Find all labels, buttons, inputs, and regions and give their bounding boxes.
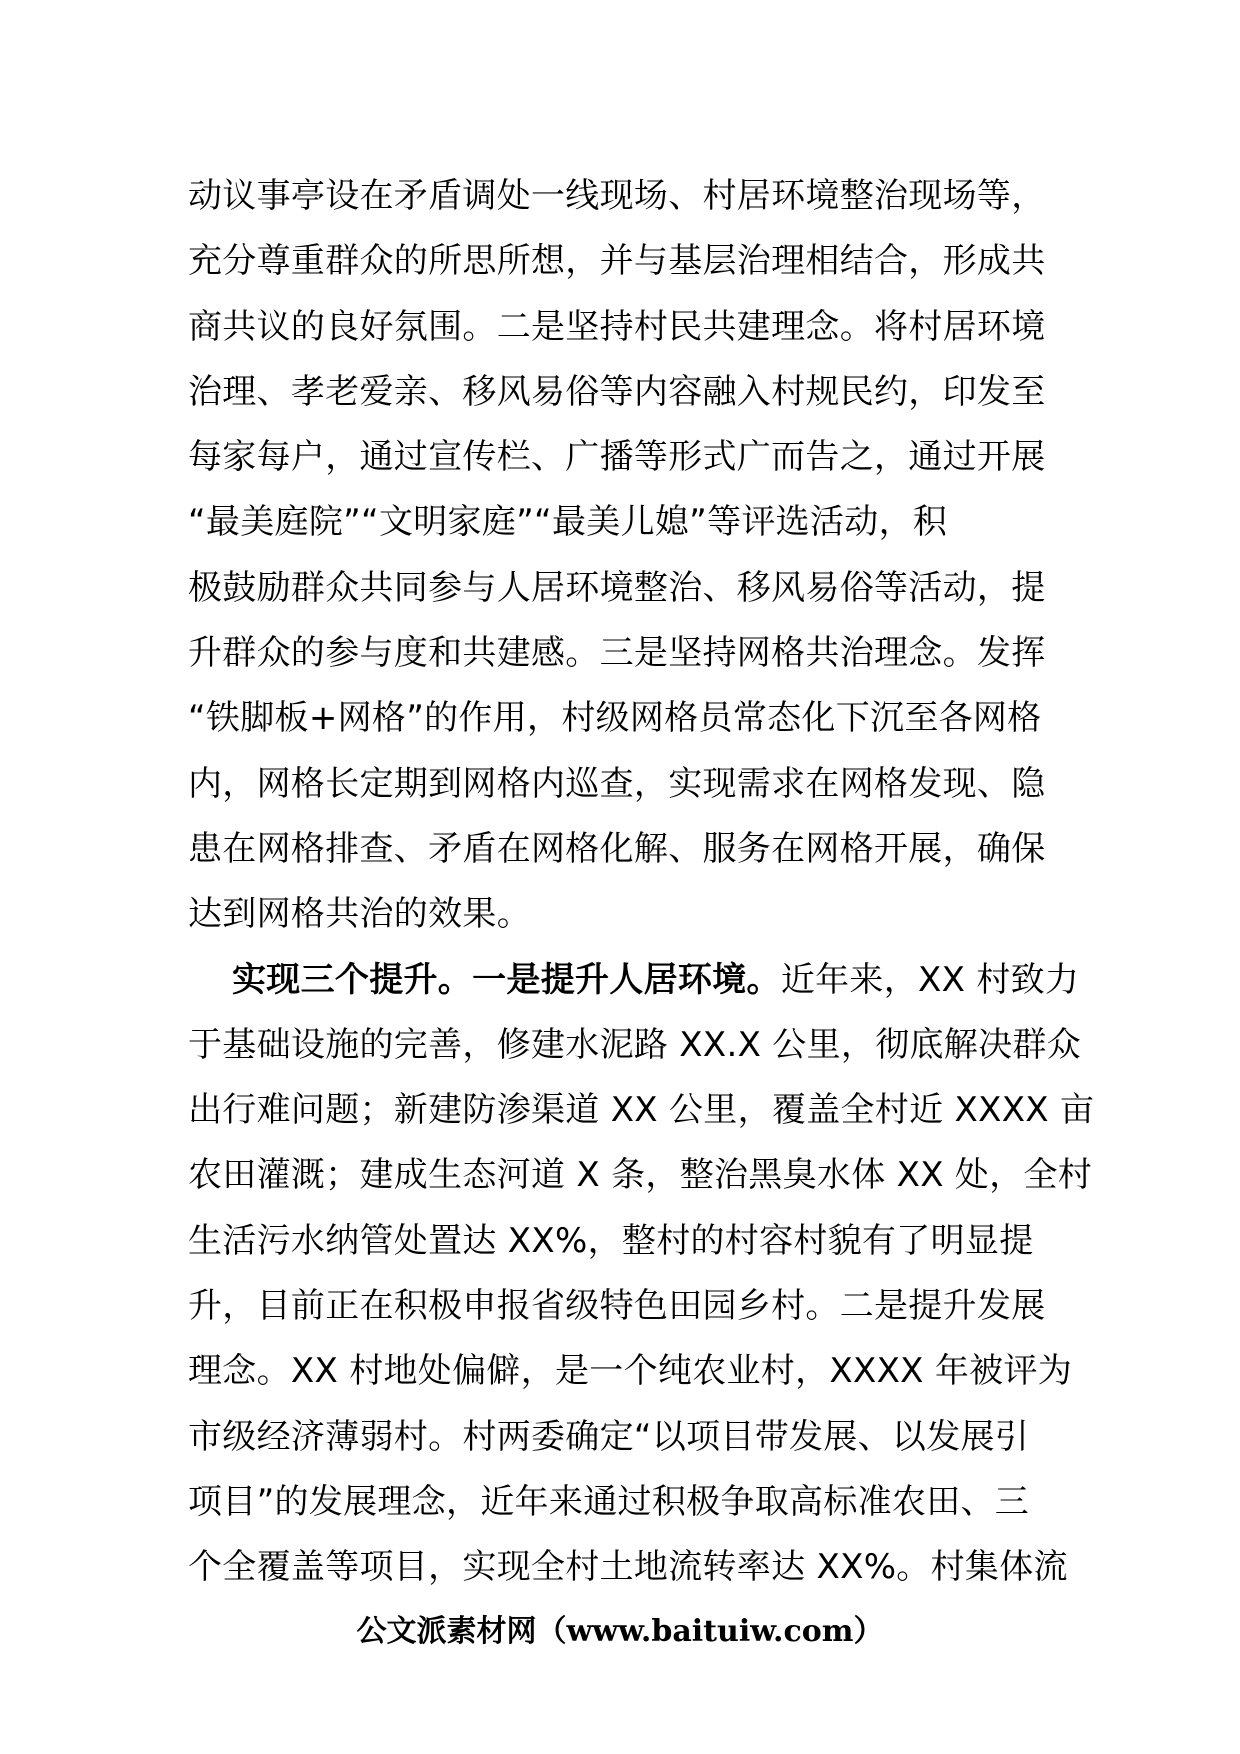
- text-line: 于基础设施的完善，修建水泥路 XX.X 公里，彻底解决群众: [188, 1024, 1081, 1065]
- text-line: 患在网格排查、矛盾在网格化解、服务在网格开展，确保: [188, 828, 1046, 869]
- text-line: 治理、孝老爱亲、移风易俗等内容融入村规民约，印发至: [188, 371, 1046, 412]
- text-line: 充分尊重群众的所思所想，并与基层治理相结合，形成共: [188, 241, 1046, 282]
- text-line: 商共议的良好氛围。二是坚持村民共建理念。将村居环境: [188, 306, 1046, 347]
- text-line: 个全覆盖等项目，实现全村土地流转率达 XX%。村集体流: [188, 1547, 1068, 1588]
- text-line-first: [188, 948, 1080, 1013]
- paragraph-1: [188, 164, 1068, 948]
- text-line: 内，网格长定期到网格内巡查，实现需求在网格发现、隐: [188, 763, 1046, 804]
- text-line: “最美庭院”“文明家庭”“最美儿媳”等评选活动，积: [188, 502, 948, 543]
- text-line: 升群众的参与度和共建感。三是坚持网格共治理念。发挥: [188, 633, 1046, 674]
- text-line: 项目”的发展理念，近年来通过积极争取高标准农田、三: [188, 1481, 1030, 1522]
- text-line: 达到网格共治的效果。: [188, 894, 531, 935]
- text-line: 市级经济薄弱村。村两委确定“以项目带发展、以发展引: [188, 1416, 1030, 1457]
- paragraph-2: [188, 948, 1095, 1601]
- text-line: 农田灌溉；建成生态河道 X 条，整治黑臭水体 XX 处，全村: [188, 1155, 1093, 1196]
- first-line-rest: 近年来，XX 村致力: [780, 959, 1080, 1000]
- text-line: 升，目前正在积极申报省级特色田园乡村。二是提升发展: [188, 1286, 1046, 1327]
- text-line: 极鼓励群众共同参与人居环境整治、移风易俗等活动，提: [188, 567, 1046, 608]
- footer-watermark: 公文派素材网（www.baituiw.com）: [356, 1614, 884, 1649]
- bold-lead-heading: 实现三个提升。一是提升人居环境。: [232, 959, 781, 1000]
- text-line: “铁脚板+网格”的作用，村级网格员常态化下沉至各网格: [188, 698, 1042, 739]
- text-line: 每家每户，通过宣传栏、广播等形式广而告之，通过开展: [188, 437, 1046, 478]
- text-line: 出行难问题；新建防渗渠道 XX 公里，覆盖全村近 XXXX 亩: [188, 1090, 1095, 1131]
- text-line: 生活污水纳管处置达 XX%，整村的村容村貌有了明显提: [188, 1220, 1034, 1261]
- document-body: [188, 164, 1095, 1601]
- text-line: 动议事亭设在矛盾调处一线现场、村居环境整治现场等，: [188, 176, 1046, 216]
- text-line: 理念。XX 村地处偏僻，是一个纯农业村，XXXX 年被评为: [188, 1351, 1073, 1392]
